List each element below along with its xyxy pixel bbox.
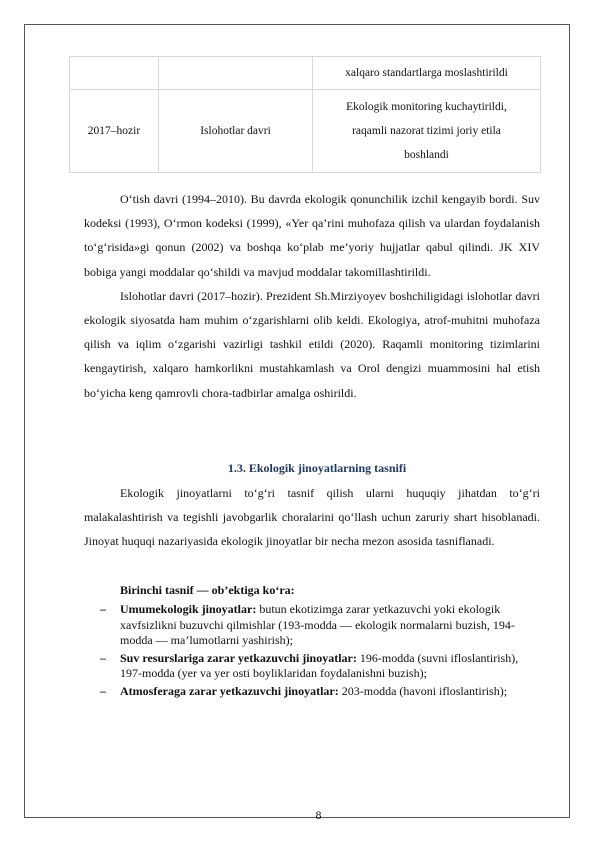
dash-marker: – <box>100 683 106 698</box>
list-item-text: 196-modda (suvni ifloslantirish), 197-modda (yer va yer osti boyliklaridan foydalanishni buzish); <box>120 650 519 680</box>
list-item-term: Atmosferaga zarar yetkazuvchi jinoyatlar: <box>120 683 339 698</box>
list-item-term: Suv resurslariga zarar yetkazuvchi jinoyatlar: <box>120 650 357 665</box>
table-cell-line: boshlandi <box>404 149 449 161</box>
list-item-term: Umumekologik jinoyatlar: <box>120 602 257 616</box>
section-heading: 1.3. Ekologik jinoyatlarning tasnifi <box>227 461 407 475</box>
dash-marker: – <box>100 602 106 616</box>
list-item-body <box>120 651 520 682</box>
table-cell-line: Ekologik monitoring kuchaytirildi, <box>346 101 507 113</box>
table-cell: xalqaro standartlarga moslashtirildi <box>313 57 541 90</box>
list-item-body <box>120 602 520 649</box>
table-cell <box>70 57 159 90</box>
table-cell-description <box>313 90 541 173</box>
table-cell <box>159 57 313 90</box>
body-text-block-2 <box>84 481 540 554</box>
list-item-text: butun ekotizimga zarar yetkazuvchi yoki ekologik xavfsizlikni buzuvchi qilmishlar (193-modda — ekologik normalarni buzish, 194-modda — ma’lumotlarni yashirish); <box>120 602 515 647</box>
page-number: 8 <box>315 808 322 822</box>
list-item-body <box>120 684 507 700</box>
table-cell-period: 2017–hozir <box>70 90 159 173</box>
history-table <box>69 56 541 173</box>
list-item-text: 203-modda (havoni ifloslantirish); <box>338 683 508 698</box>
classification-list <box>100 602 520 701</box>
dash-marker: – <box>100 650 106 665</box>
list-item <box>100 651 520 682</box>
classification-heading: Birinchi tasnif — ob’ektiga ko‘ra: <box>120 583 295 597</box>
table-row <box>70 57 541 90</box>
paragraph-reform-period: Islohotlar davri (2017–hozir). Prezident Sh.Mirziyoyev boshchiligidagi islohotlar davri ekologik siyosatda ham muhim o‘zgarishlarni olib keldi. Ekologiya, atrof-muhitni muhofaza qilish va iqlim o‘zgarishi vazirligi tashkil etildi (2020). Raqamli monitoring tizimlarini kengaytirish, xalqaro hamkorlikni mustahkamlash va Orol dengizi muammosini hal etish bo‘yicha keng qamrovli chora-tadbirlar amalga oshirildi. <box>84 288 540 400</box>
paragraph-classification-intro: Ekologik jinoyatlarni to‘g‘ri tasnif qilish ularni huquqiy jihatdan to‘g‘ri malakalashtirish va tegishli javobgarlik choralarini qo‘llash uchun zaruriy shart hisoblanadi. Jinoyat huquqi nazariyasida ekologik jinoyatlar bir necha mezon asosida tasniflanadi. <box>84 486 540 549</box>
table-cell-line: raqamli nazorat tizimi joriy etila <box>352 125 501 137</box>
table-row <box>70 90 541 173</box>
table-cell-era: Islohotlar davri <box>159 90 313 173</box>
body-text-block-1 <box>84 187 540 405</box>
list-item <box>100 602 520 649</box>
paragraph-transition-period: O‘tish davri (1994–2010). Bu davrda ekologik qonunchilik izchil kengayib bordi. Suv kodeksi (1993), O‘rmon kodeksi (1999), «Yer qa’rini muhofaza qilish va ulardan foydalanish to‘g‘risida»gi qonun (2002) va boshqa ko‘plab me’yoriy hujjatlar qabul qilindi. JK XIV bobiga yangi moddalar qo‘shildi va mavjud moddalar takomillashtirildi. <box>84 192 540 279</box>
list-item <box>100 684 520 700</box>
